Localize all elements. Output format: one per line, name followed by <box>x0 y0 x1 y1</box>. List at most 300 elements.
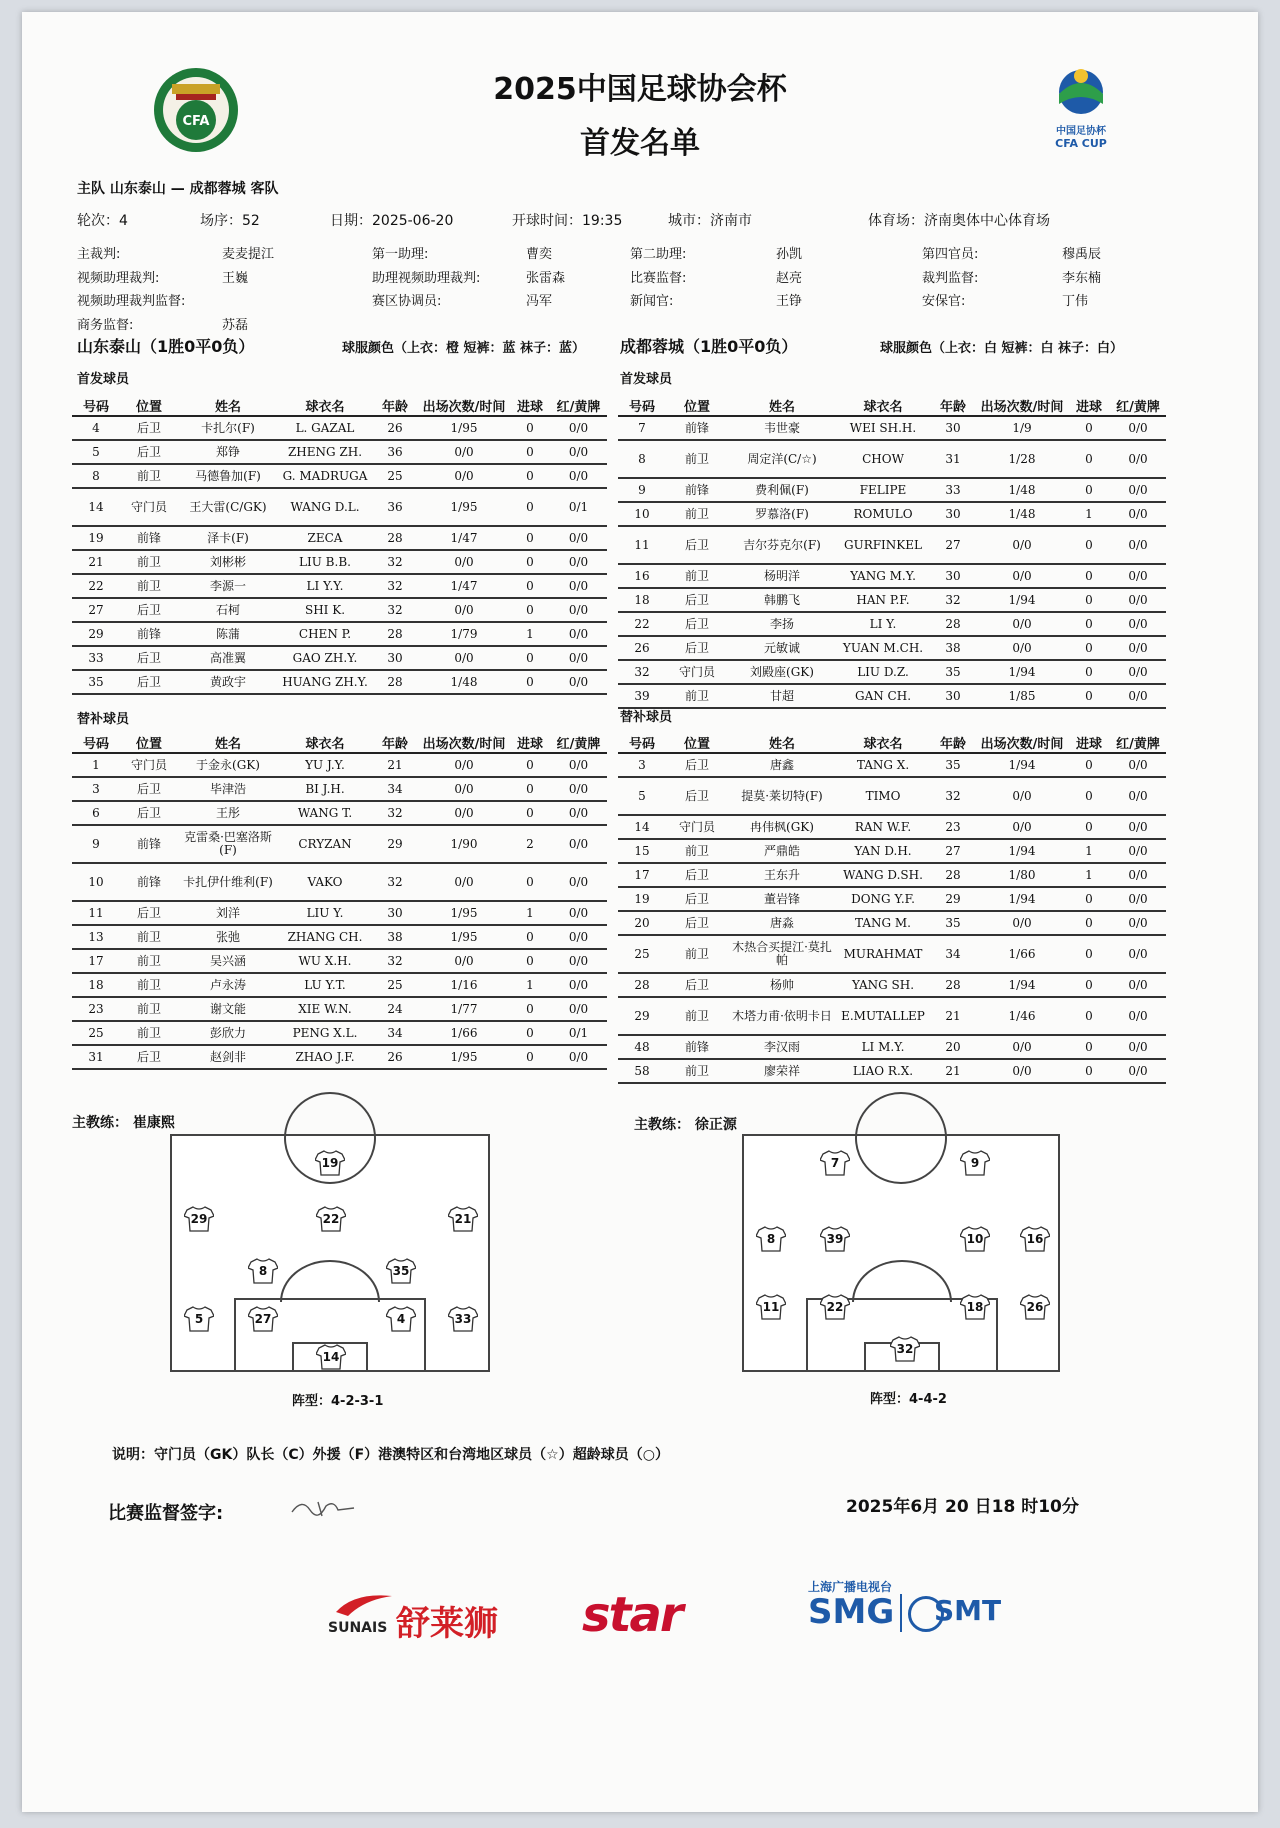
table-row <box>72 646 607 670</box>
jersey-number: 27 <box>254 1312 272 1326</box>
table-row <box>72 901 607 925</box>
table-cell: 30 <box>930 564 976 588</box>
table-cell: 后卫 <box>666 973 728 997</box>
column-header: 位置 <box>120 732 178 753</box>
table-cell: 前卫 <box>666 502 728 526</box>
table-cell: 0/0 <box>1110 636 1166 660</box>
table-cell: 0/0 <box>418 753 510 777</box>
table-cell: 0 <box>510 777 550 801</box>
table-cell: 0/0 <box>1110 1035 1166 1059</box>
table-cell: ZHENG ZH. <box>278 440 372 464</box>
table-cell: 0/0 <box>1110 684 1166 708</box>
kickoff-time: 开球时间：19:35 <box>512 213 623 229</box>
table-row <box>618 502 1166 526</box>
table-cell: 0/0 <box>1110 753 1166 777</box>
table-cell: 甘超 <box>728 684 836 708</box>
table-cell: 30 <box>930 684 976 708</box>
table-cell: 0 <box>510 416 550 440</box>
table-cell: 0 <box>510 925 550 949</box>
column-header: 出场次数/时间 <box>418 395 510 416</box>
table-cell: WANG D.L. <box>278 488 372 526</box>
table-cell: CHOW <box>836 440 930 478</box>
table-cell: 前锋 <box>120 622 178 646</box>
sunais-logo <box>328 1590 518 1644</box>
table-cell: 0/0 <box>550 825 607 863</box>
table-cell: 26 <box>618 636 666 660</box>
table-cell: 16 <box>618 564 666 588</box>
table-cell: 29 <box>618 997 666 1035</box>
table-cell: 后卫 <box>666 612 728 636</box>
table-cell: 杨明洋 <box>728 564 836 588</box>
cfa-cup-logo <box>1046 60 1116 160</box>
away-kit: 球服颜色（上衣：白 短裤：白 袜子：白） <box>880 341 1124 356</box>
table-cell: 34 <box>930 935 976 973</box>
table-cell: HAN P.F. <box>836 588 930 612</box>
table-cell: 1/48 <box>976 502 1068 526</box>
table-cell: 后卫 <box>120 1045 178 1069</box>
player-jersey <box>448 1306 478 1332</box>
table-row <box>618 839 1166 863</box>
smg-logo <box>808 1578 1028 1642</box>
table-cell: 0 <box>1068 660 1110 684</box>
table-cell: 提莫·莱切特(F) <box>728 777 836 815</box>
table-cell: 0/0 <box>550 973 607 997</box>
table-cell: 0/0 <box>1110 997 1166 1035</box>
city: 城市：济南市 <box>668 213 752 229</box>
table-cell: 32 <box>372 550 418 574</box>
table-row <box>72 863 607 901</box>
table-cell: 1/79 <box>418 622 510 646</box>
table-row <box>72 801 607 825</box>
table-cell: 0 <box>510 440 550 464</box>
table-cell: 木热合买提江·莫扎帕 <box>728 935 836 973</box>
table-cell: SHI K. <box>278 598 372 622</box>
table-cell: 卡扎尔(F) <box>178 416 278 440</box>
table-cell: 30 <box>372 646 418 670</box>
table-cell: YUAN M.CH. <box>836 636 930 660</box>
table-cell: 前卫 <box>666 997 728 1035</box>
table-cell: 1/85 <box>976 684 1068 708</box>
table-cell: 14 <box>618 815 666 839</box>
table-cell: 前锋 <box>120 825 178 863</box>
table-cell: 费利佩(F) <box>728 478 836 502</box>
player-jersey <box>315 1150 345 1176</box>
table-cell: 0/1 <box>550 1021 607 1045</box>
table-cell: 34 <box>372 777 418 801</box>
table-cell: 0/0 <box>1110 863 1166 887</box>
table-cell: 0/0 <box>976 911 1068 935</box>
official-role: 视频助理裁判监督: <box>77 294 186 309</box>
table-cell: 0/0 <box>550 464 607 488</box>
table-cell: 10 <box>618 502 666 526</box>
player-jersey <box>820 1226 850 1252</box>
table-row <box>72 753 607 777</box>
table-cell: 于金永(GK) <box>178 753 278 777</box>
table-cell: 黄政宇 <box>178 670 278 694</box>
table-cell: 1/90 <box>418 825 510 863</box>
table-cell: 郑铮 <box>178 440 278 464</box>
table-row <box>618 612 1166 636</box>
table-cell: 1/47 <box>418 574 510 598</box>
table-cell: 11 <box>72 901 120 925</box>
table-cell: ROMULO <box>836 502 930 526</box>
table-cell: 1/48 <box>976 478 1068 502</box>
table-cell: 13 <box>72 925 120 949</box>
away-formation-pitch <box>742 1134 1060 1372</box>
official-role: 裁判监督: <box>922 271 979 286</box>
table-cell: 后卫 <box>120 598 178 622</box>
table-cell: 0/0 <box>418 949 510 973</box>
official-name: 冯军 <box>526 294 553 309</box>
table-cell: 1/94 <box>976 887 1068 911</box>
smg-text: SMG <box>808 1592 895 1632</box>
table-cell: 4 <box>72 416 120 440</box>
player-jersey <box>184 1206 214 1232</box>
table-cell: 0/0 <box>1110 777 1166 815</box>
table-cell: 15 <box>618 839 666 863</box>
table-cell: 28 <box>372 622 418 646</box>
table-cell: RAN W.F. <box>836 815 930 839</box>
table-cell: PENG X.L. <box>278 1021 372 1045</box>
table-cell: 前卫 <box>666 839 728 863</box>
table-cell: 后卫 <box>120 777 178 801</box>
table-cell: YANG M.Y. <box>836 564 930 588</box>
column-header: 号码 <box>72 732 120 753</box>
table-cell: 0 <box>1068 777 1110 815</box>
jersey-number: 32 <box>896 1342 914 1356</box>
table-cell: CRYZAN <box>278 825 372 863</box>
table-row <box>72 440 607 464</box>
table-cell: 26 <box>372 416 418 440</box>
table-cell: 1/46 <box>976 997 1068 1035</box>
jersey-number: 11 <box>762 1300 780 1314</box>
home-coach: 主教练： 崔康熙 <box>72 1115 175 1131</box>
table-cell: 0/0 <box>976 564 1068 588</box>
column-header: 红/黄牌 <box>550 732 607 753</box>
table-cell: 0 <box>1068 887 1110 911</box>
table-cell: LI Y. <box>836 612 930 636</box>
table-cell: 前卫 <box>120 925 178 949</box>
table-row <box>72 598 607 622</box>
table-cell: 0/0 <box>976 1059 1068 1083</box>
table-cell: YANG SH. <box>836 973 930 997</box>
table-cell: WANG D.SH. <box>836 863 930 887</box>
table-cell: 27 <box>930 526 976 564</box>
home-subs-table <box>72 732 607 1070</box>
table-cell: 1/94 <box>976 660 1068 684</box>
table-row <box>618 416 1166 440</box>
table-cell: 廖荣祥 <box>728 1059 836 1083</box>
sunais-en: SUNAIS <box>328 1620 388 1636</box>
table-cell: 33 <box>930 478 976 502</box>
table-cell: 李汉雨 <box>728 1035 836 1059</box>
table-cell: 21 <box>930 997 976 1035</box>
table-cell: YAN D.H. <box>836 839 930 863</box>
table-row <box>618 478 1166 502</box>
table-cell: 0/0 <box>1110 612 1166 636</box>
table-cell: 0 <box>1068 815 1110 839</box>
table-cell: 1/94 <box>976 839 1068 863</box>
table-cell: 0/0 <box>418 777 510 801</box>
player-jersey <box>316 1344 346 1370</box>
table-cell: 0/0 <box>550 574 607 598</box>
official-name: 麦麦提江 <box>222 247 275 262</box>
official-name: 丁伟 <box>1062 294 1089 309</box>
player-jersey <box>316 1206 346 1232</box>
table-row <box>618 636 1166 660</box>
column-header: 球衣名 <box>836 395 930 416</box>
table-row <box>618 973 1166 997</box>
table-cell: 0 <box>510 574 550 598</box>
column-header: 位置 <box>666 395 728 416</box>
table-cell: 0/0 <box>976 1035 1068 1059</box>
table-cell: 守门员 <box>666 660 728 684</box>
column-header: 球衣名 <box>278 395 372 416</box>
table-cell: VAKO <box>278 863 372 901</box>
table-cell: 0/0 <box>976 815 1068 839</box>
table-cell: 0/0 <box>1110 502 1166 526</box>
table-cell: 31 <box>930 440 976 478</box>
table-cell: 22 <box>72 574 120 598</box>
table-cell: 0 <box>1068 1059 1110 1083</box>
table-cell: 22 <box>618 612 666 636</box>
table-cell: 赵剑非 <box>178 1045 278 1069</box>
official-role: 安保官: <box>922 294 966 309</box>
table-cell: 2 <box>510 825 550 863</box>
table-cell: 1 <box>510 901 550 925</box>
table-cell: 5 <box>72 440 120 464</box>
table-cell: 39 <box>618 684 666 708</box>
table-cell: 1 <box>72 753 120 777</box>
table-cell: 0/0 <box>1110 815 1166 839</box>
column-header: 出场次数/时间 <box>418 732 510 753</box>
table-cell: 14 <box>72 488 120 526</box>
table-cell: 28 <box>930 863 976 887</box>
table-cell: 35 <box>72 670 120 694</box>
table-cell: 18 <box>72 973 120 997</box>
table-row <box>72 1045 607 1069</box>
column-header: 进球 <box>510 732 550 753</box>
jersey-number: 39 <box>826 1232 844 1246</box>
official-role: 第一助理: <box>372 247 429 262</box>
official-role: 第二助理: <box>630 247 687 262</box>
table-cell: LU Y.T. <box>278 973 372 997</box>
table-cell: 28 <box>930 612 976 636</box>
table-cell: LI M.Y. <box>836 1035 930 1059</box>
table-cell: 36 <box>372 440 418 464</box>
table-cell: 0 <box>1068 973 1110 997</box>
table-cell: 21 <box>372 753 418 777</box>
table-cell: 20 <box>930 1035 976 1059</box>
table-cell: 0 <box>510 949 550 973</box>
smg-top: 上海广播电视台 <box>808 1580 893 1594</box>
official-role: 比赛监督: <box>630 271 687 286</box>
table-cell: DONG Y.F. <box>836 887 930 911</box>
table-cell: 木塔力甫·依明卡日 <box>728 997 836 1035</box>
table-row <box>618 588 1166 612</box>
table-cell: LIU D.Z. <box>836 660 930 684</box>
table-row <box>72 622 607 646</box>
table-cell: 38 <box>372 925 418 949</box>
table-cell: 21 <box>930 1059 976 1083</box>
table-cell: 1/77 <box>418 997 510 1021</box>
table-cell: 1 <box>1068 863 1110 887</box>
jersey-number: 33 <box>454 1312 472 1326</box>
table-cell: 20 <box>618 911 666 935</box>
column-header: 红/黄牌 <box>1110 395 1166 416</box>
player-jersey <box>448 1206 478 1232</box>
column-header: 球衣名 <box>278 732 372 753</box>
table-cell: 0 <box>510 464 550 488</box>
table-cell: 8 <box>72 464 120 488</box>
table-row <box>72 925 607 949</box>
table-cell: 前卫 <box>666 1059 728 1083</box>
table-cell: 后卫 <box>666 863 728 887</box>
table-cell: 后卫 <box>120 416 178 440</box>
table-cell: 25 <box>618 935 666 973</box>
jersey-number: 8 <box>766 1232 776 1246</box>
table-cell: 27 <box>72 598 120 622</box>
official-role: 第四官员: <box>922 247 979 262</box>
jersey-number: 22 <box>322 1212 340 1226</box>
table-cell: 0 <box>1068 564 1110 588</box>
table-cell: 韦世豪 <box>728 416 836 440</box>
table-cell: 27 <box>930 839 976 863</box>
table-cell: 38 <box>930 636 976 660</box>
table-row <box>72 997 607 1021</box>
table-cell: 前卫 <box>666 935 728 973</box>
official-name: 张雷森 <box>526 271 566 286</box>
table-cell: 王大雷(C/GK) <box>178 488 278 526</box>
away-subs-table <box>618 732 1166 1084</box>
away-subs-label: 替补球员 <box>620 710 673 725</box>
column-header: 出场次数/时间 <box>976 395 1068 416</box>
table-cell: 后卫 <box>120 901 178 925</box>
away-coach: 主教练： 徐正源 <box>634 1117 737 1133</box>
cup-logo-en: CFA CUP <box>1055 137 1107 150</box>
table-cell: 前锋 <box>120 526 178 550</box>
table-cell: 17 <box>618 863 666 887</box>
table-cell: 21 <box>72 550 120 574</box>
table-row <box>618 564 1166 588</box>
table-cell: L. GAZAL <box>278 416 372 440</box>
player-jersey <box>1020 1294 1050 1320</box>
table-cell: 1/95 <box>418 925 510 949</box>
table-cell: 0 <box>510 997 550 1021</box>
table-cell: 周定洋(C/☆) <box>728 440 836 478</box>
official-name: 孙凯 <box>776 247 803 262</box>
table-cell: 前锋 <box>666 478 728 502</box>
table-cell: 35 <box>930 660 976 684</box>
table-row <box>618 815 1166 839</box>
table-cell: 王东升 <box>728 863 836 887</box>
column-header: 姓名 <box>728 732 836 753</box>
column-header: 号码 <box>72 395 120 416</box>
table-cell: WU X.H. <box>278 949 372 973</box>
table-cell: 0 <box>1068 636 1110 660</box>
jersey-number: 22 <box>826 1300 844 1314</box>
table-cell: GURFINKEL <box>836 526 930 564</box>
column-header: 年龄 <box>930 395 976 416</box>
table-cell: 0/0 <box>418 440 510 464</box>
jersey-number: 16 <box>1026 1232 1044 1246</box>
table-cell: 唐鑫 <box>728 753 836 777</box>
table-cell: 0 <box>510 863 550 901</box>
table-row <box>618 684 1166 708</box>
table-cell: 0 <box>1068 440 1110 478</box>
table-cell: 前卫 <box>120 997 178 1021</box>
away-starters-label: 首发球员 <box>620 372 673 387</box>
table-cell: 0/0 <box>1110 588 1166 612</box>
column-header: 进球 <box>1068 732 1110 753</box>
table-cell: 32 <box>372 574 418 598</box>
table-cell: 0/0 <box>1110 416 1166 440</box>
jersey-number: 29 <box>190 1212 208 1226</box>
table-row <box>618 526 1166 564</box>
table-cell: 0/0 <box>550 440 607 464</box>
table-cell: 28 <box>372 670 418 694</box>
table-cell: 后卫 <box>120 440 178 464</box>
table-cell: 0 <box>510 526 550 550</box>
table-cell: 0/0 <box>418 550 510 574</box>
table-cell: 1/66 <box>976 935 1068 973</box>
table-cell: 35 <box>930 911 976 935</box>
table-cell: 29 <box>372 825 418 863</box>
table-row <box>72 949 607 973</box>
table-cell: 高准翼 <box>178 646 278 670</box>
table-row <box>618 1059 1166 1083</box>
star-logo <box>582 1587 742 1643</box>
player-jersey <box>1020 1226 1050 1252</box>
table-cell: 0/0 <box>550 925 607 949</box>
player-jersey <box>248 1258 278 1284</box>
table-cell: 0/0 <box>976 612 1068 636</box>
table-cell: 30 <box>372 901 418 925</box>
table-cell: 0/0 <box>1110 839 1166 863</box>
table-cell: 1/28 <box>976 440 1068 478</box>
table-cell: 18 <box>618 588 666 612</box>
table-cell: 前卫 <box>120 550 178 574</box>
table-row <box>72 550 607 574</box>
column-header: 年龄 <box>372 732 418 753</box>
table-cell: 32 <box>372 801 418 825</box>
table-cell: 3 <box>618 753 666 777</box>
table-cell: 32 <box>372 598 418 622</box>
table-row <box>72 825 607 863</box>
home-formation: 阵型：4-2-3-1 <box>292 1394 384 1409</box>
jersey-number: 10 <box>966 1232 984 1246</box>
table-cell: 0/0 <box>1110 526 1166 564</box>
table-cell: 0/0 <box>550 416 607 440</box>
player-jersey <box>184 1306 214 1332</box>
table-cell: LIAO R.X. <box>836 1059 930 1083</box>
table-row <box>618 911 1166 935</box>
official-role: 主裁判: <box>77 247 121 262</box>
table-cell: 1/16 <box>418 973 510 997</box>
table-cell: 前卫 <box>120 973 178 997</box>
table-cell: 前卫 <box>666 440 728 478</box>
table-cell: 王彤 <box>178 801 278 825</box>
table-cell: 守门员 <box>120 753 178 777</box>
table-row <box>72 973 607 997</box>
player-jersey <box>960 1294 990 1320</box>
table-cell: 0/0 <box>1110 660 1166 684</box>
table-cell: 后卫 <box>666 887 728 911</box>
table-cell: 卡扎伊什维利(F) <box>178 863 278 901</box>
table-row <box>72 670 607 694</box>
player-jersey <box>386 1258 416 1284</box>
table-cell: 1/80 <box>976 863 1068 887</box>
